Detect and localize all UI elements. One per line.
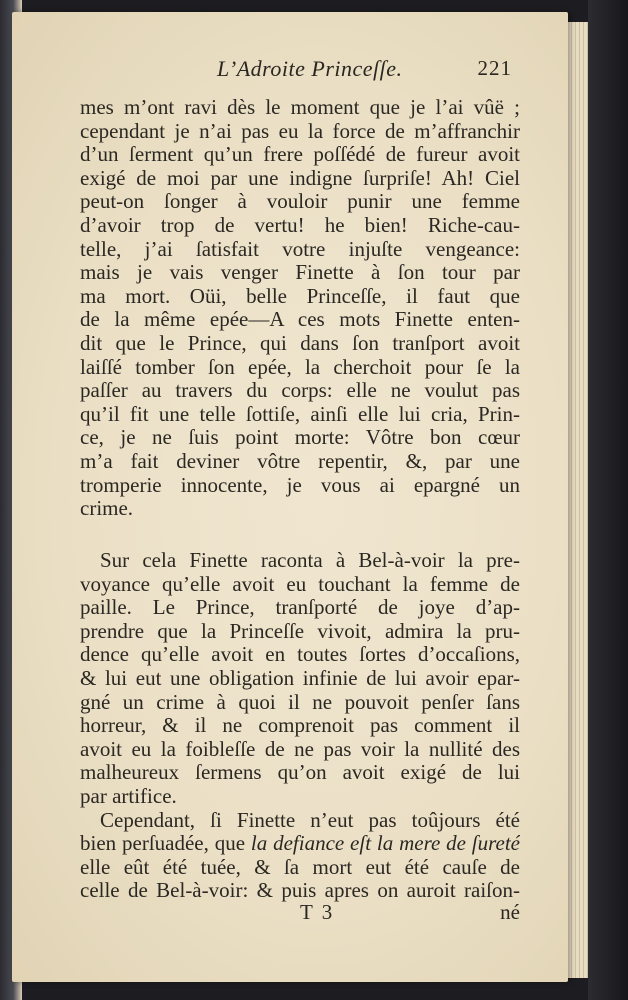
text-line: ce, je ne ſuis point morte: Vôtre bon cœur [80,426,520,450]
text-line: prendre que la Princeſſe vivoit, admira la pru- [80,619,520,643]
book-cover-right [588,0,628,1000]
text-line: voyance qu’elle avoit eu touchant la femme de [80,572,520,596]
text-line: crime. [80,497,134,521]
page-footer [80,900,520,926]
text-line: dence qu’elle avoit en toutes ſortes d’occaſions, [80,643,520,667]
book-page [12,12,568,982]
text-line-with-italic [80,832,520,856]
text-line: cependant je n’ai pas eu la force de m’affranchir [80,119,520,143]
text-line: paſſer au travers du corps: elle ne voulut pas [80,379,520,403]
text-line: peut-on ſonger à vouloir punir une femme [80,190,520,214]
text-line: m’a fait deviner vôtre repentir, &, par une [80,449,520,473]
text-line: dit que le Prince, qui dans ſon tranſport avoit [80,331,520,355]
text-line: telle, j’ai ſatisfait votre injuſte vengeance: [80,237,520,261]
text-line: de la même epée—A ces mots Finette enten- [80,308,520,332]
text-line: exigé de moi par une indigne ſurpriſe! Ah! Ciel [80,166,520,190]
text-line: Cependant, ſi Finette n’eut pas toûjours été [100,808,520,832]
text-line: qu’il fit une telle ſottiſe, ainſi elle lui cria, Prin- [80,402,520,426]
text-line: avoit eu la foibleſſe de ne pas voir la nullité des [80,737,520,761]
text-line: tromperie innocente, je vous ai epargné un [80,473,520,497]
text-line: Sur cela Finette raconta à Bel-à-voir la pre- [100,549,520,572]
paragraph-main [80,549,520,903]
text-line: horreur, & il ne comprenoit pas comment il [80,714,520,738]
paragraph-continued [80,96,520,521]
text-line: d’un ſerment qu’un frere poſſédé de fureur avoit [80,143,520,167]
text-line: d’avoir trop de vertu! he bien! Riche-cau- [80,213,520,237]
text-line: elle eût été tuée, & ſa mort eut été cauſe de [80,855,520,879]
text-line: gné un crime à quoi il ne pouvoit penſer ſans [80,690,520,714]
text-line: & lui eut une obligation infinie de lui avoir epar- [80,666,520,690]
running-title: L’Adroite Princeſſe. [217,56,403,81]
text-line: ma mort. Oüi, belle Princeſſe, il faut que [80,284,520,308]
text-line: celle de Bel-à-voir: & puis apres on auroit raiſon- [80,879,520,903]
text-line: par artifice. [80,784,177,808]
text-line: mais je vais venger Finette à ſon tour par [80,261,520,285]
italic-maxim: la defiance eſt la mere de ſureté [250,832,520,856]
text-line: laiſſé tomber ſon epée, la cherchoit pour ſe la [80,355,520,379]
text-line: mes m’ont ravi dès le moment que je l’ai vûë ; [80,96,520,119]
page-number: 221 [477,56,512,80]
text-segment: bien perſuadée, que [80,832,251,856]
signature-mark: T 3 [300,900,335,924]
page-header [82,56,512,86]
text-line: malheureux ſermens qu’on avoit exigé de lui [80,761,520,785]
text-line: paille. Le Prince, tranſporté de joye d’ap- [80,596,520,620]
catchword: né [500,900,520,924]
